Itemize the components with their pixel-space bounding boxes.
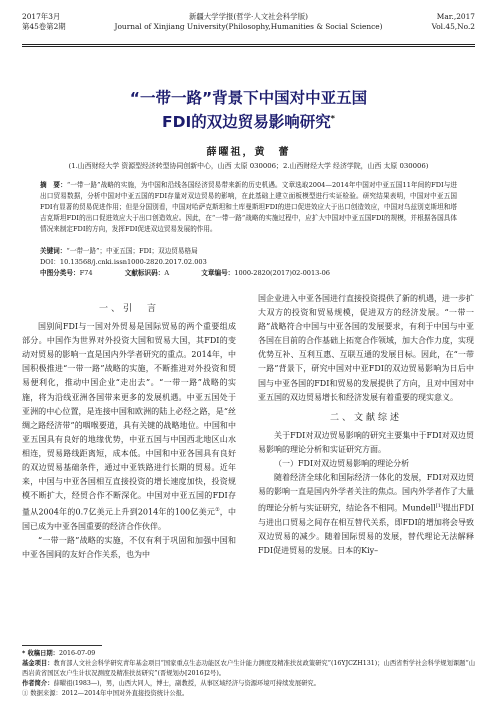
paragraph: 关于FDI对双边贸易影响的研究主要集中于FDI对双边贸易影响的理论分析和实证研究方面。 bbox=[258, 430, 474, 454]
header-volume: Mar.,2017 Vol.45,No.2 bbox=[431, 12, 475, 31]
abstract-text: “一带一路”战略的实施，为中国和沿线各国经济贸易带来新的历史机遇。文章选取2004—2014年中国对中亚五国11年间的FDI与进出口贸易数据，分析中国对中亚五国的FDI存量对双边贸易的影响，在此基础上建立面板模型进行实证检验。研究结果表明，中国对中亚五国FDI有显著的贸易促进作用；但是分国别看，中国对哈萨克斯坦和土库曼斯坦FDI的进口促进效应大于出口创造效应，中国对乌兹别克斯坦和塔吉克斯坦FDI的出口促进效应大于出口创造效应。因此，在“一带一路”战略的实施过程中，应扩大中国对中亚五国FDI的规模，并根据各国具体情况来制定FDI的方向，发挥FDI促进双边贸易发展的作用。 bbox=[40, 181, 458, 233]
abstract-label: 摘 要： bbox=[40, 181, 67, 189]
article-number: 1000-2820(2017)02-0013-06 bbox=[234, 269, 330, 277]
title-footnote-mark: * bbox=[330, 113, 335, 123]
footnote-data-source: ① 数据来源：2012—2014年中国对外直接投资统计公报。 bbox=[22, 690, 189, 697]
paragraph: “一带一路”战略的实施，不仅有利于巩固和加强中国和中亚各国间的友好合作关系，也为中 bbox=[22, 536, 236, 560]
body-column-left bbox=[22, 296, 236, 562]
section-heading-literature-review: 二、文献综述 bbox=[329, 412, 402, 423]
paragraph: 国企业进入中亚各国进行直接投资提供了新的机遇，进一步扩大双方的投资和贸易规模，促进双方的经济发展。“一带一路”战略符合中国与中亚各国的发展要求，有利于中国与中亚各国在目前的合作基础上拓宽合作领域，加大合作力度，实现优势互补、互利互惠、互联互通的发展目标。因此，在“一带一路”背景下，研究中国对中亚FDI的双边贸易影响为日后中国与中亚各国的FDI和贸易的发展提供了方向，且对中国对中亚五国的双边贸易增长和经济发展有着重要的现实意义。 bbox=[258, 294, 474, 402]
keywords-label: 关键词： bbox=[40, 247, 67, 255]
header-journal-name: 新疆大学学报(哲学·人文社会科学版) Journal of Xinjiang University(Philosophy,Humanities & Social Science) bbox=[114, 12, 383, 31]
header-rule-bottom bbox=[22, 46, 475, 47]
keywords bbox=[40, 246, 198, 256]
body-column-right bbox=[258, 292, 474, 558]
subsection-heading: （一）FDI对双边贸易影响的理论分析 bbox=[274, 459, 410, 469]
footnote-fund: 基金项目：教育部人文社会科学研究青年基金项目“国家重点生态功能区农户生计能力测度及精准扶贫政策研究”(16YJCZH131)；山西省哲学社会科学规划课题“山西岩黄省国区农户生计状况测度及精准扶贫研究”(晋规划办[2016]2号)。 bbox=[22, 660, 476, 677]
abstract bbox=[40, 180, 457, 235]
article-title-line2: FDI的双边贸易影响研究* bbox=[162, 113, 335, 131]
article-title-line1: “一带一路”背景下中国对中亚五国 bbox=[129, 89, 368, 107]
document-code: A bbox=[164, 269, 170, 277]
paragraph: 随着经济全球化和国际经济一体化的发展，FDI对双边贸易的影响一直是国内外学者关注的焦点。国内外学者作了大量的理论分析与实证研究，结论各不相同。Mundell[1]提出FDI与进出口贸易之间存在相互替代关系，即FDI的增加将会导致双边贸易的减少。随着国际贸易的发展，替代理论无法解释FDI促进贸易的发展。日本的Kiy– bbox=[258, 473, 475, 556]
running-header bbox=[22, 12, 475, 46]
header-issue-date: 2017年3月 第45卷第2期 bbox=[22, 12, 66, 31]
section-heading-introduction: 一、引 言 bbox=[98, 304, 159, 314]
footnote-divider bbox=[22, 645, 102, 646]
clc-number: F74 bbox=[79, 269, 93, 277]
keywords-text: “一带一路”；中亚五国；FDI；双边贸易格局 bbox=[66, 247, 198, 255]
footnote-ref: ① bbox=[215, 507, 220, 514]
footnotes bbox=[22, 649, 475, 699]
authors: 薛曜祖，黄 蕾 bbox=[206, 147, 291, 158]
affiliation: (1.山西财经大学 资源型经济转型协同创新中心，山西 太原 030006；2.山西财经大学 经济学院，山西 太原 030006) bbox=[68, 162, 429, 170]
footnote-received: * 收稿日期：2016-07-09 bbox=[22, 650, 96, 657]
doi: DOI：10.13568/j.cnki.issn1000-2820.2017.02.003 bbox=[40, 258, 207, 266]
header-rule-top bbox=[22, 44, 475, 45]
citation-ref: [1] bbox=[435, 503, 443, 510]
classification-line: 中图分类号：F74 文献标识码：A 文章编号：1000-2820(2017)02-0013-06 bbox=[40, 269, 330, 277]
footnote-author: 作者简介：薛曜祖(1983—)，男，山西大同人，博士，副教授，从事区域经济与资源环境可持续发展研究。 bbox=[22, 680, 321, 687]
paragraph: 国别间FDI与一国对外贸易是国际贸易的两个重要组成部分。中国作为世界对外投资大国和贸易大国，其FDI的变动对贸易的影响一直是国内外学者研究的重点。2014年，中国积极推进“一带一路”战略的实施，不断推进对外投资和贸易便利化，推动中国企业“走出去”。“一带一路”战略的实施，将为沿线亚洲各国带来更多的发展机遇。中亚五国处于亚洲的中心位置，是连接中国和欧洲的陆上必经之路，是“丝绸之路经济带”的咽喉要道，具有关键的战略地位。中国和中亚五国具有良好的地缘优势，中亚五国与中国西北地区山水相连，贸易路线距离短，成本低。中国和中亚各国具有良好的双边贸易基础条件，通过中亚铁路进行长期的贸易。近年来，中国与中亚各国相互直接投资的增长速度加快，投资规模不断扩大，经贸合作不断深化。中国对中亚五国的FDI存量从2004年的0.7亿美元上升到2014年的100亿美元①，中国已成为中亚各国重要的经济合作伙伴。 bbox=[22, 322, 237, 532]
